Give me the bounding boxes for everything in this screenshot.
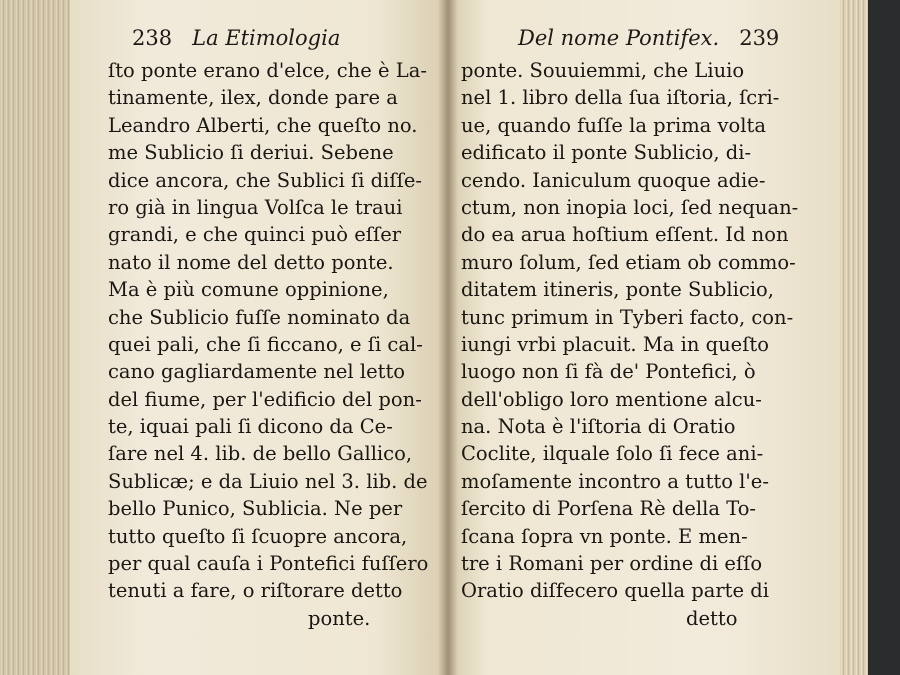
text-line: tinamente, ilex, donde pare a (108, 86, 398, 110)
text-line: dice ancora, che Sublici ſi diſſe- (108, 168, 422, 192)
text-line: grandi, e che quinci può eſſer (108, 223, 402, 247)
text-line: moſamente incontro a tutto l'e- (461, 469, 769, 493)
text-line: na. Nota è l'iſtoria di Oratio (461, 415, 736, 439)
text-line: del fiume, per l'edificio del pon- (108, 387, 422, 411)
text-line: per qual cauſa i Pontefici fuſſero (108, 552, 429, 576)
text-line: Ma è più comune oppinione, (108, 278, 389, 302)
text-line: nato il nome del detto ponte. (108, 250, 394, 274)
text-line: ro già in lingua Volſca le traui (108, 195, 403, 219)
text-line: tenuti a fare, o riſtorare detto (108, 579, 403, 603)
text-line: nel 1. libro della ſua iſtoria, ſcri- (461, 86, 780, 110)
text-line: bello Punico, Sublicia. Ne per (108, 497, 403, 521)
left-page-header (132, 26, 340, 54)
text-line: Coclite, ilquale ſolo ſi fece ani- (461, 442, 764, 466)
text-line: dell'obligo loro mentione alcu- (461, 387, 762, 411)
text-line: Oratio diſfecero quella parte di (461, 579, 769, 603)
right-page-text (461, 57, 831, 632)
text-line: ſare nel 4. lib. de bello Gallico, (108, 442, 413, 466)
text-line: edificato il ponte Sublicio, di- (461, 141, 752, 165)
text-line: cendo. Ianiculum quoque adie- (461, 168, 766, 192)
left-page-number: 238 (132, 26, 173, 50)
text-line: Sublicæ; e da Liuio nel 3. lib. de (108, 469, 428, 493)
text-line: che Sublicio fuſſe nominato da (108, 305, 411, 329)
right-running-head: Del nome Pontifex. (518, 26, 720, 50)
left-page (70, 0, 450, 675)
left-page-edges (0, 0, 72, 675)
text-line: luogo non ſi fà de' Pontefici, ò (461, 360, 756, 384)
text-line: me Sublicio ſi deriui. Sebene (108, 141, 394, 165)
text-line: ſto ponte erano d'elce, che è La- (108, 59, 427, 82)
text-line: tre i Romani per ordine di eſſo (461, 552, 763, 576)
text-line: Leandro Alberti, che queſto no. (108, 113, 418, 137)
left-page-text (108, 57, 453, 632)
text-line: ue, quando fuſſe la prima volta (461, 113, 766, 137)
right-page (448, 0, 840, 675)
catchword: detto (686, 606, 738, 630)
left-running-head: La Etimologia (192, 26, 341, 50)
text-line: ſercito di Porſena Rè della To- (461, 497, 757, 521)
book-cover (868, 0, 900, 675)
text-line: iungi vrbi placuit. Ma in queſto (461, 332, 769, 356)
text-line: do ea arua hoſtium eſſent. Id non (461, 223, 789, 247)
text-line: tunc primum in Tyberi facto, con- (461, 305, 794, 329)
text-line: ponte. Souuiemmi, che Liuio (461, 59, 745, 82)
text-line-end: ponte. (308, 606, 371, 630)
text-line: ctum, non inopia loci, ſed nequan- (461, 195, 799, 219)
text-line: ditatem itineris, ponte Sublicio, (461, 278, 774, 302)
text-line: cano gagliardamente nel letto (108, 360, 406, 384)
book-gutter (438, 0, 458, 675)
right-page-header (518, 26, 779, 54)
text-line: ſcana ſopra vn ponte. E men- (461, 524, 748, 548)
text-line: te, iquai pali ſi dicono da Ce- (108, 415, 393, 439)
text-line: muro ſolum, ſed etiam ob commo- (461, 250, 796, 274)
text-line: tutto queſto ſi ſcuopre ancora, (108, 524, 408, 548)
text-line: quei pali, che ſi ficcano, e ſi cal- (108, 332, 423, 356)
right-page-number: 239 (739, 26, 780, 50)
